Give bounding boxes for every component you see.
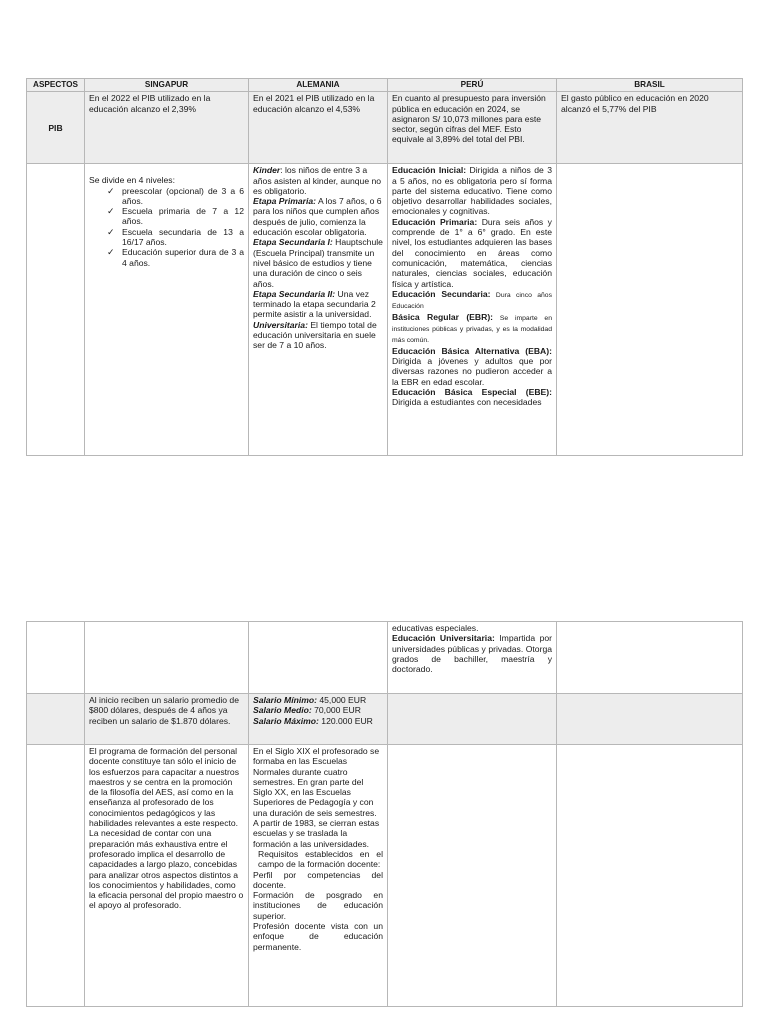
list-item: Profesión docente vista con un enfoque de educación permanente. bbox=[253, 921, 383, 952]
nivel-text: Impartida por universidades públicas y privadas. Otorga grados de bachiller, maestría y doctorado. bbox=[392, 633, 552, 675]
list-item: Perfil por competencias del docente. bbox=[253, 869, 383, 890]
salario-value: 45,000 EUR bbox=[316, 695, 367, 705]
cont-alemania bbox=[249, 622, 388, 694]
formacion-alemania bbox=[249, 745, 388, 1007]
peru-nivel bbox=[392, 289, 552, 312]
comparison-table-part-2 bbox=[26, 621, 743, 1007]
niveles-singapur-list bbox=[89, 186, 244, 268]
salario-alemania bbox=[249, 694, 388, 745]
salario-brasil bbox=[557, 694, 743, 745]
niveles-singapur bbox=[85, 164, 249, 456]
nivel-term: Educación Secundaria: bbox=[392, 288, 491, 299]
nivel-term: Etapa Primaria: bbox=[253, 196, 317, 207]
nivel-text: Dirigida a estudiantes con necesidades bbox=[392, 397, 542, 408]
cont-peru bbox=[388, 622, 557, 694]
nivel-text: A los 7 años, o 6 para los niños que cumplen años después de julio, comienza la educación escolar obligatoria. bbox=[253, 196, 382, 238]
nivel-term: Etapa Secundaria I: bbox=[253, 237, 333, 248]
header-singapur: SINGAPUR bbox=[85, 79, 249, 92]
row-label-niveles bbox=[27, 164, 85, 456]
nivel-term: Educación Inicial: bbox=[392, 165, 467, 176]
alemania-nivel bbox=[253, 237, 383, 288]
niveles-peru bbox=[388, 164, 557, 456]
peru-nivel bbox=[392, 387, 552, 408]
peru-nivel bbox=[392, 217, 552, 289]
nivel-term: Educación Básica Especial (EBE): bbox=[392, 387, 552, 398]
cont-singapur bbox=[85, 622, 249, 694]
salario-value: 70,000 EUR bbox=[311, 705, 361, 716]
row-label-pib: PIB bbox=[27, 92, 85, 164]
comparison-table-part-1 bbox=[26, 78, 743, 456]
row-niveles-cont bbox=[27, 622, 743, 694]
salario-term: Salario Mínimo: bbox=[253, 695, 317, 705]
niveles-brasil bbox=[557, 164, 743, 456]
formacion-singapur: El programa de formación del personal docente constituye tan sólo el inicio de los esfuerzos para capacitar a nuestros maestros y se centra en la promoción de la filosofía del AES, así como en la enseñanza al profesorado de los conocimientos pedagógicos y las habilidades relevantes a este respecto. La necesidad de contar con una preparación más exhaustiva entre el profesorado implica el desarrollo de capacidades a largo plazo, concebidas para analizar otros aspectos distintos a los conocimientos y habilidades, como la eficacia personal del propio maestro o el apoyo al profesorado. bbox=[85, 745, 249, 1007]
pib-peru: En cuanto al presupuesto para inversión pública en educación en 2024, se asignaron S/ 10,073 millones para este sector, según cifras del MEF. Esto equivale al 3,89% del total del PBI. bbox=[388, 92, 557, 164]
salario-peru bbox=[388, 694, 557, 745]
cont-brasil bbox=[557, 622, 743, 694]
header-peru: PERÚ bbox=[388, 79, 557, 92]
nivel-text: Dura seis años y comprende de 1° a 6° grado. En este nivel, los estudiantes adquieren las bases del conocimiento en áreas como comunicación, matemática, ciencias naturales, ciencias sociales, educación física y artística. bbox=[392, 216, 552, 289]
alemania-nivel bbox=[253, 165, 383, 196]
alemania-nivel bbox=[253, 320, 383, 351]
row-niveles bbox=[27, 164, 743, 456]
nivel-text: Una vez terminado la etapa secundaria 2 permite asistir a la universidad. bbox=[253, 288, 376, 320]
salario-term: Salario Máximo: bbox=[253, 715, 319, 726]
pib-alemania: En el 2021 el PIB utilizado en la educación alcanzo el 4,53% bbox=[249, 92, 388, 164]
row-label-formacion bbox=[27, 745, 85, 1007]
nivel-term: Educación Primaria: bbox=[392, 216, 478, 227]
row-label-niveles-cont bbox=[27, 622, 85, 694]
nivel-text: Hauptschule (Escuela Principal) transmite un nivel básico de estudios y tiene una duración de cinco o seis años. bbox=[253, 237, 383, 289]
salario-singapur: Al inicio reciben un salario promedio de $800 dólares, después de 4 años ya reciben un salario de $1.870 dólares. bbox=[85, 694, 249, 745]
nivel-term: Etapa Secundaria II: bbox=[253, 288, 336, 299]
nivel-text: : los niños de entre 3 a años asisten al kinder, aunque no es obligatorio. bbox=[253, 165, 382, 196]
peru-nivel bbox=[392, 165, 552, 216]
list-item: ✓ Educación superior dura de 3 a 4 años. bbox=[107, 247, 244, 268]
nivel-term: Básica Regular (EBR): bbox=[392, 311, 494, 322]
list-item: Formación de posgrado en instituciones de educación superior. bbox=[253, 890, 383, 921]
row-salario bbox=[27, 694, 743, 745]
salario-item bbox=[253, 716, 383, 726]
nivel-text: Se imparte en instituciones públicas y privadas, y es la modalidad más común. bbox=[392, 314, 552, 345]
niveles-alemania bbox=[249, 164, 388, 456]
header-aspectos: ASPECTOS bbox=[27, 79, 85, 92]
nivel-text: Dirigida a jóvenes y adultos que por diversas razones no pudieron acceder a la EBR en edad escolar. bbox=[392, 356, 552, 387]
nivel-term: Kinder bbox=[253, 165, 281, 176]
salario-term: Salario Medio: bbox=[253, 705, 312, 716]
row-pib bbox=[27, 92, 743, 164]
alemania-nivel bbox=[253, 196, 383, 237]
formacion-alemania-intro: En el Siglo XIX el profesorado se formaba en las Escuelas Normales durante cuatro semestres. En gran parte del Siglo XX, en las Escuelas Superiores de Pedagogía y con una duración de seis semestres. A partir de 1983, se cierran estas escuelas y se traslada la formación a las universidades. bbox=[253, 746, 380, 849]
peru-tail: educativas especiales. bbox=[392, 623, 479, 633]
niveles-singapur-intro: Se divide en 4 niveles: bbox=[89, 175, 175, 186]
row-formacion bbox=[27, 745, 743, 1007]
nivel-term: Educación Básica Alternativa (EBA): bbox=[392, 345, 552, 356]
formacion-brasil bbox=[557, 745, 743, 1007]
header-brasil: BRASIL bbox=[557, 79, 743, 92]
row-label-salario bbox=[27, 694, 85, 745]
peru-nivel bbox=[392, 312, 552, 346]
list-item: ✓ Escuela secundaria de 13 a 16/17 años. bbox=[107, 227, 244, 248]
nivel-text: Dura cinco años Educación bbox=[392, 291, 552, 311]
nivel-text: El tiempo total de educación universitaria en suele ser de 7 a 10 años. bbox=[253, 319, 377, 351]
formacion-peru bbox=[388, 745, 557, 1007]
salario-item bbox=[253, 705, 383, 715]
pib-brasil: El gasto público en educación en 2020 alcanzó el 5,77% del PIB bbox=[557, 92, 743, 164]
list-item: ✓ preescolar (opcional) de 3 a 6 años. bbox=[107, 186, 244, 207]
header-row bbox=[27, 79, 743, 92]
peru-nivel bbox=[392, 633, 552, 674]
peru-nivel bbox=[392, 346, 552, 387]
list-item: ✓ Escuela primaria de 7 a 12 años. bbox=[107, 206, 244, 227]
nivel-term: Universitaria: bbox=[253, 319, 308, 330]
nivel-term: Educación Universitaria: bbox=[392, 633, 495, 644]
salario-item bbox=[253, 695, 383, 705]
formacion-alemania-req: Requisitos establecidos en el campo de la formación docente: bbox=[258, 848, 383, 870]
alemania-nivel bbox=[253, 289, 383, 320]
nivel-text: Dirigida a niños de 3 a 5 años, no es obligatoria pero sí forma parte del sistema educativo. Tiene como objetivo desarrollar habilidades sociales, emocionales y cognitivas. bbox=[392, 165, 552, 217]
header-alemania: ALEMANIA bbox=[249, 79, 388, 92]
pib-singapur: En el 2022 el PIB utilizado en la educación alcanzo el 2,39% bbox=[85, 92, 249, 164]
salario-value: 120.000 EUR bbox=[318, 715, 373, 726]
